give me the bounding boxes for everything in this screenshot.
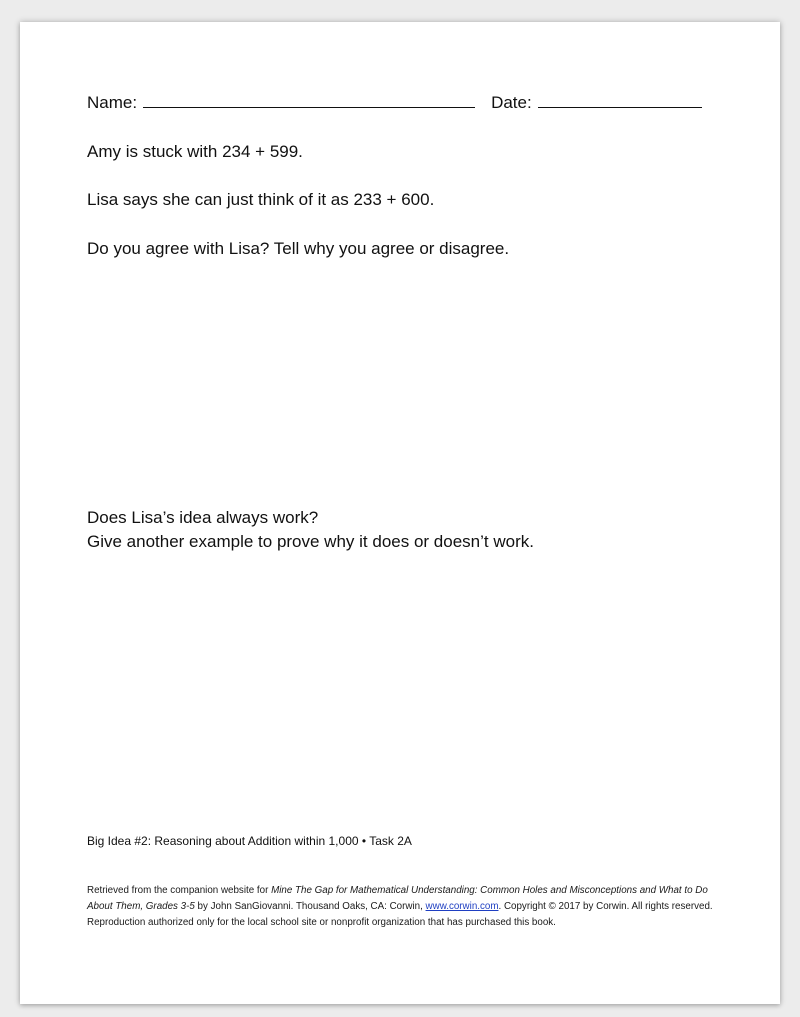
- name-date-row: [87, 92, 712, 114]
- date-blank-line: [538, 92, 702, 108]
- name-blank-line: [143, 92, 475, 108]
- question-always-work: [87, 506, 534, 554]
- prompt-lisa: Lisa says she can just think of it as 233 + 600.: [87, 190, 435, 209]
- prompt-amy: Amy is stuck with 234 + 599.: [87, 142, 303, 161]
- corwin-link[interactable]: www.corwin.com: [425, 901, 499, 912]
- credit-mid: by John SanGiovanni. Thousand Oaks, CA: Corwin,: [194, 901, 426, 912]
- date-label: Date:: [491, 93, 532, 112]
- copyright-credit: [87, 883, 727, 931]
- question-always-work-line1: Does Lisa’s idea always work?: [87, 508, 319, 527]
- credit-suffix: . Copyright © 2017 by Corwin. All rights reserved. Reproduction authorized only for the local school site or nonprofit organization that has purchased this book.: [87, 901, 713, 928]
- question-agree: Do you agree with Lisa? Tell why you agree or disagree.: [87, 239, 510, 258]
- credit-prefix: Retrieved from the companion website for: [87, 885, 272, 896]
- name-label: Name:: [87, 93, 138, 112]
- question-always-work-line2: Give another example to prove why it does or doesn’t work.: [87, 532, 534, 551]
- book-title: Mine The Gap for Mathematical Understanding: Common Holes and Misconceptions and What to Do About Them, Grades 3-5: [87, 885, 708, 912]
- big-idea-footer: Big Idea #2: Reasoning about Addition within 1,000 • Task 2A: [87, 834, 412, 848]
- worksheet-page: [20, 22, 780, 1004]
